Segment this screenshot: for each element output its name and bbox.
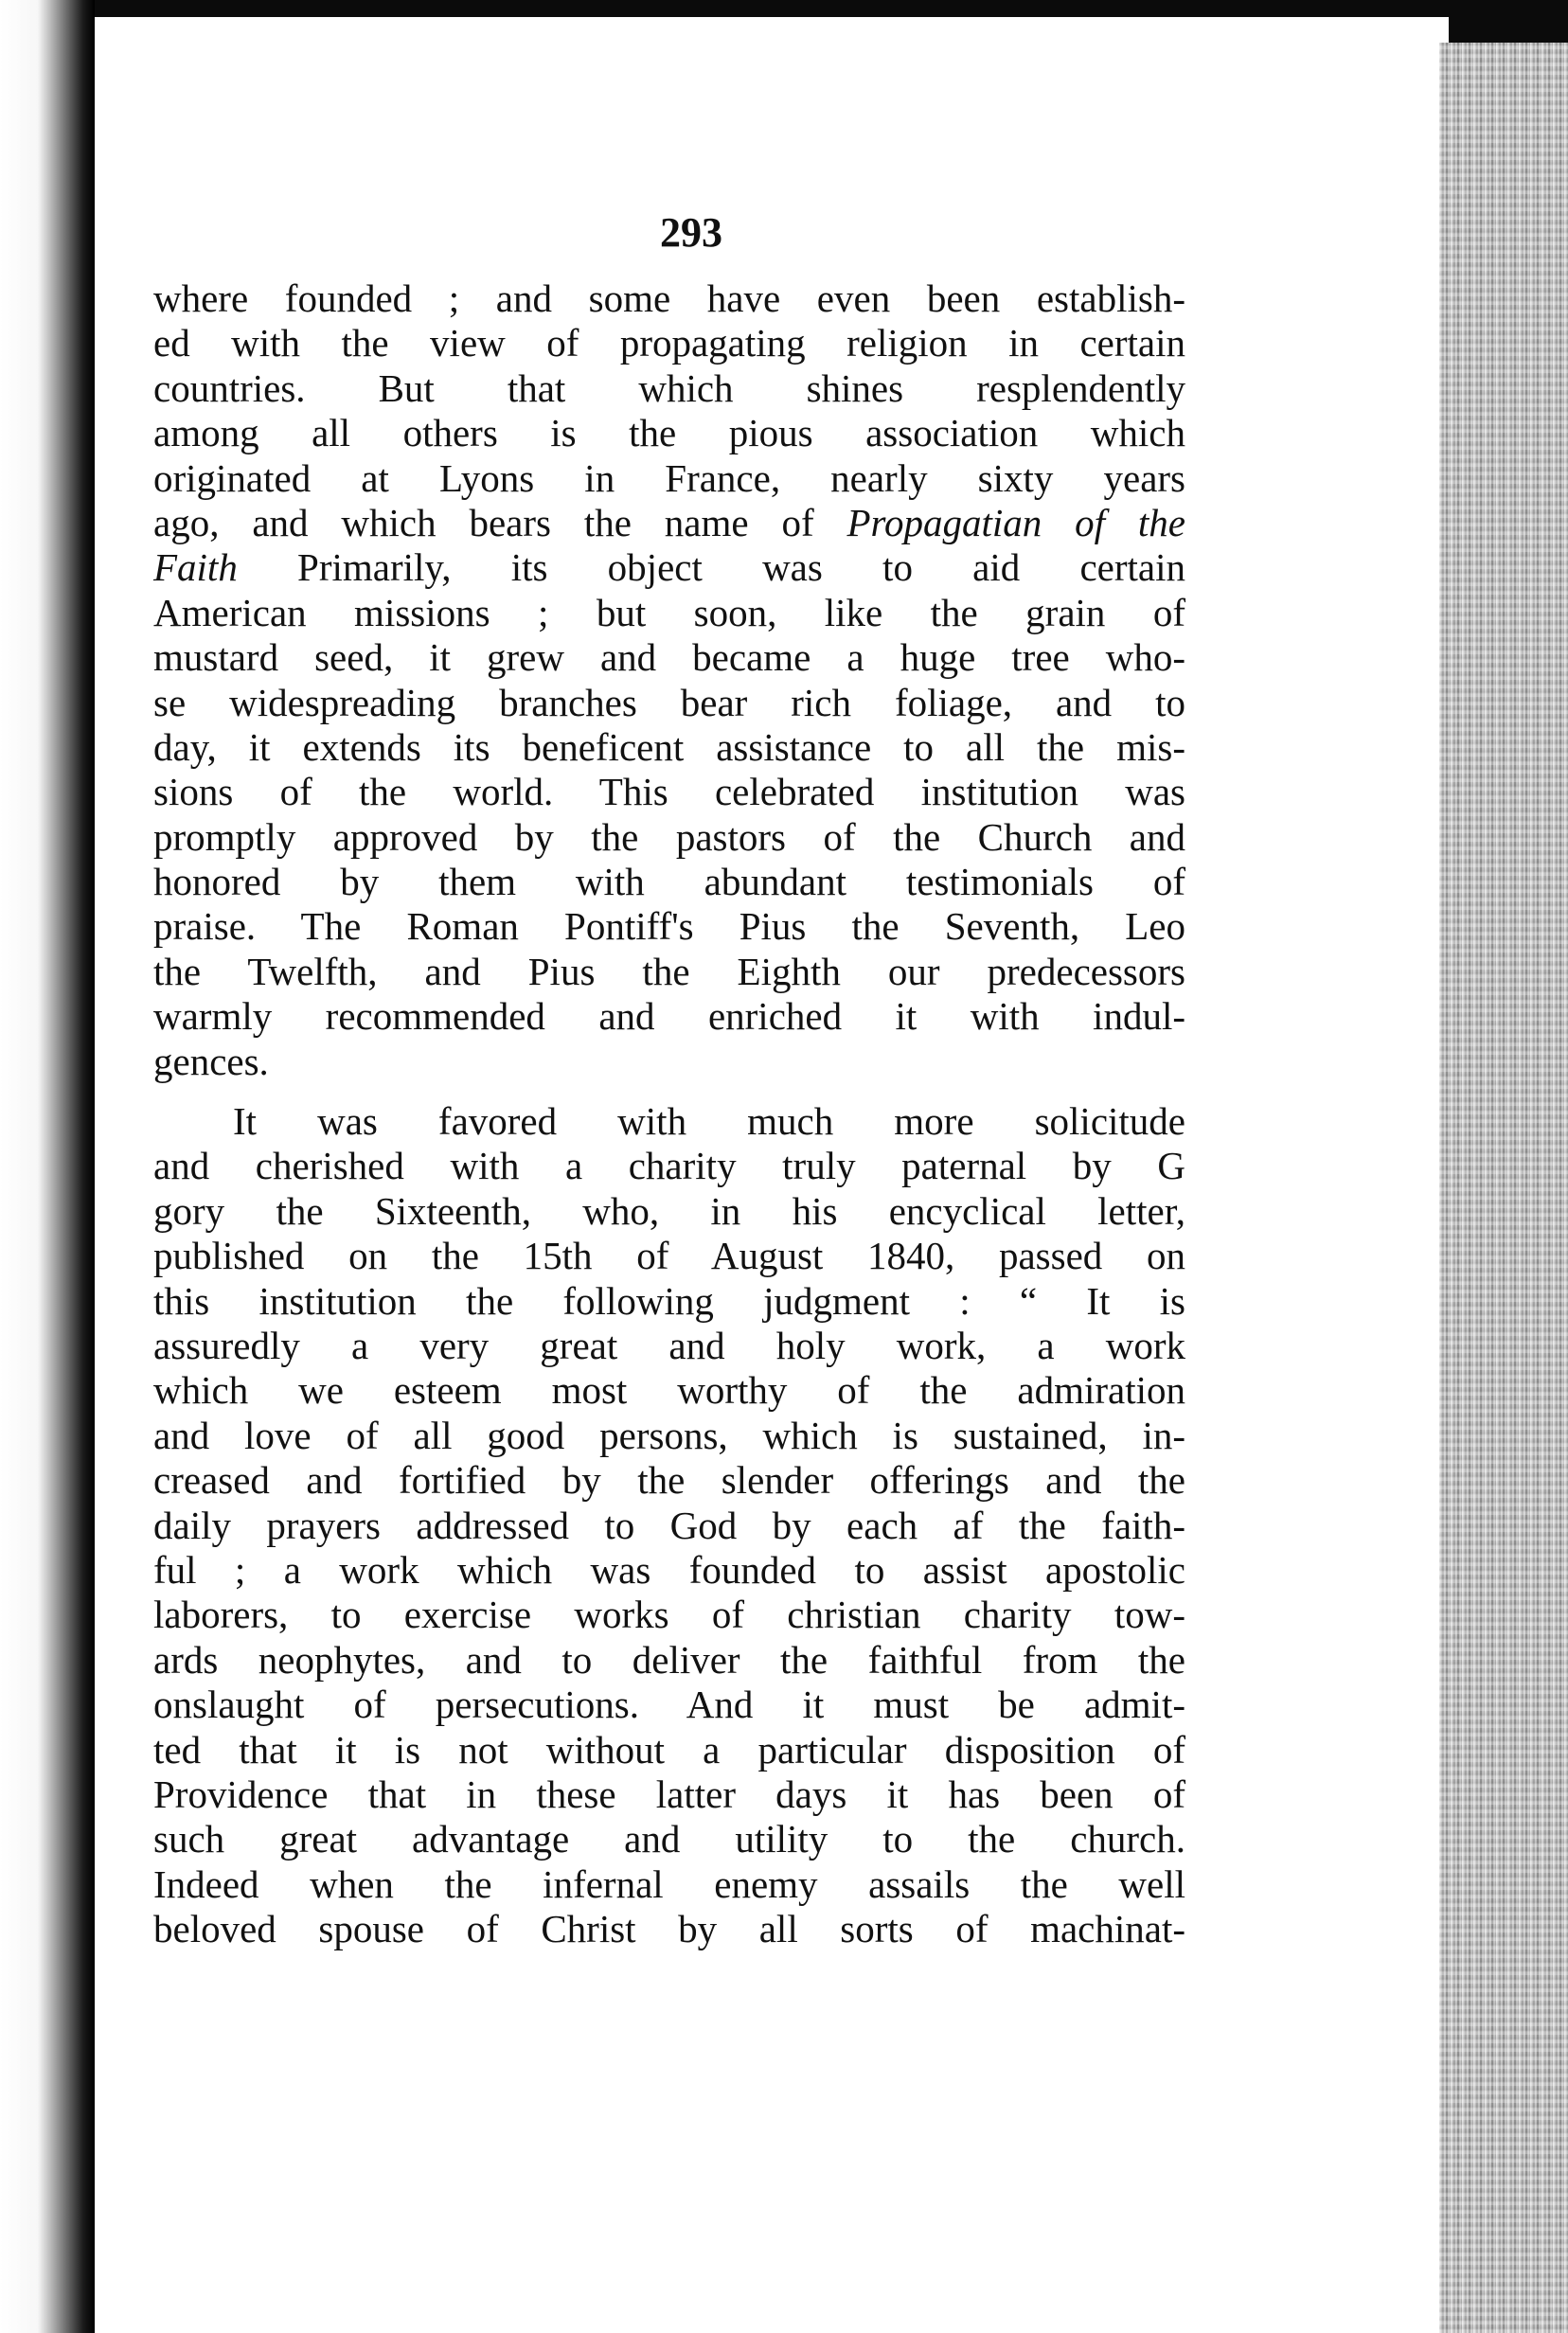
text-line: and love of all good persons, which is sustained, in- xyxy=(153,1413,1185,1457)
text-line: ards neophytes, and to deliver the faithful from the xyxy=(153,1637,1185,1682)
text-line: honored by them with abundant testimonials of xyxy=(153,860,1185,904)
text-line: countries. But that which shines resplendently xyxy=(153,365,1185,410)
text-line: ful ; a work which was founded to assist apostolic xyxy=(153,1547,1185,1592)
text-line: beloved spouse of Christ by all sorts of machinat- xyxy=(153,1907,1185,1951)
text-line: Indeed when the infernal enemy assails the well xyxy=(153,1861,1185,1906)
text-line: where founded ; and some have even been establish- xyxy=(153,276,1185,320)
text-line: mustard seed, it grew and became a huge tree who- xyxy=(153,635,1185,680)
text-line: se widespreading branches bear rich foliage, and to xyxy=(153,680,1185,724)
text-line: and cherished with a charity truly paternal by G xyxy=(153,1144,1185,1188)
text-line xyxy=(153,545,1185,590)
text-line: daily prayers addressed to God by each af the faith- xyxy=(153,1503,1185,1547)
text-line: assuredly a very great and holy work, a work xyxy=(153,1323,1185,1367)
text-line: among all others is the pious association which xyxy=(153,411,1185,455)
text-line: warmly recommended and enriched it with indul- xyxy=(153,994,1185,1039)
text-line: ed with the view of propagating religion in certain xyxy=(153,321,1185,365)
text-line: originated at Lyons in France, nearly sixty years xyxy=(153,455,1185,500)
text-line: gences. xyxy=(153,1039,269,1083)
text-line: It was favored with much more solicitude xyxy=(233,1099,1185,1144)
text-line: Providence that in these latter days it has been of xyxy=(153,1772,1185,1816)
text-fragment: Primarily, its object was to aid certain xyxy=(297,545,1185,590)
text-line: which we esteem most worthy of the admiration xyxy=(153,1368,1185,1413)
page-number: 293 xyxy=(660,209,722,256)
text-fragment: ago, and which bears the name of xyxy=(153,500,814,544)
left-page-edge xyxy=(0,0,95,2333)
text-line: such great advantage and utility to the church. xyxy=(153,1817,1185,1861)
text-line: creased and fortified by the slender offerings and the xyxy=(153,1458,1185,1503)
text-line: promptly approved by the pastors of the Church and xyxy=(153,814,1185,859)
text-line: American missions ; but soon, like the grain of xyxy=(153,590,1185,634)
italic-title: Faith xyxy=(153,545,238,590)
text-line: day, it extends its beneficent assistance to all the mis- xyxy=(153,724,1185,769)
text-line: onslaught of persecutions. And it must be admit- xyxy=(153,1683,1185,1727)
text-line: the Twelfth, and Pius the Eighth our predecessors xyxy=(153,949,1185,993)
text-line: gory the Sixteenth, who, in his encyclical letter, xyxy=(153,1188,1185,1233)
text-line: laborers, to exercise works of christian charity tow- xyxy=(153,1593,1185,1637)
text-line: praise. The Roman Pontiff's Pius the Seventh, Leo xyxy=(153,904,1185,949)
italic-title: Propagatian of the xyxy=(846,500,1185,544)
body-text xyxy=(153,276,1185,1951)
text-line: sions of the world. This celebrated institution was xyxy=(153,770,1185,814)
text-line: published on the 15th of August 1840, passed on xyxy=(153,1234,1185,1278)
text-line: this institution the following judgment : “ It is xyxy=(153,1278,1185,1323)
text-line xyxy=(153,501,1185,545)
page-stack-edge xyxy=(1439,43,1568,2333)
text-line: ted that it is not without a particular disposition of xyxy=(153,1727,1185,1772)
